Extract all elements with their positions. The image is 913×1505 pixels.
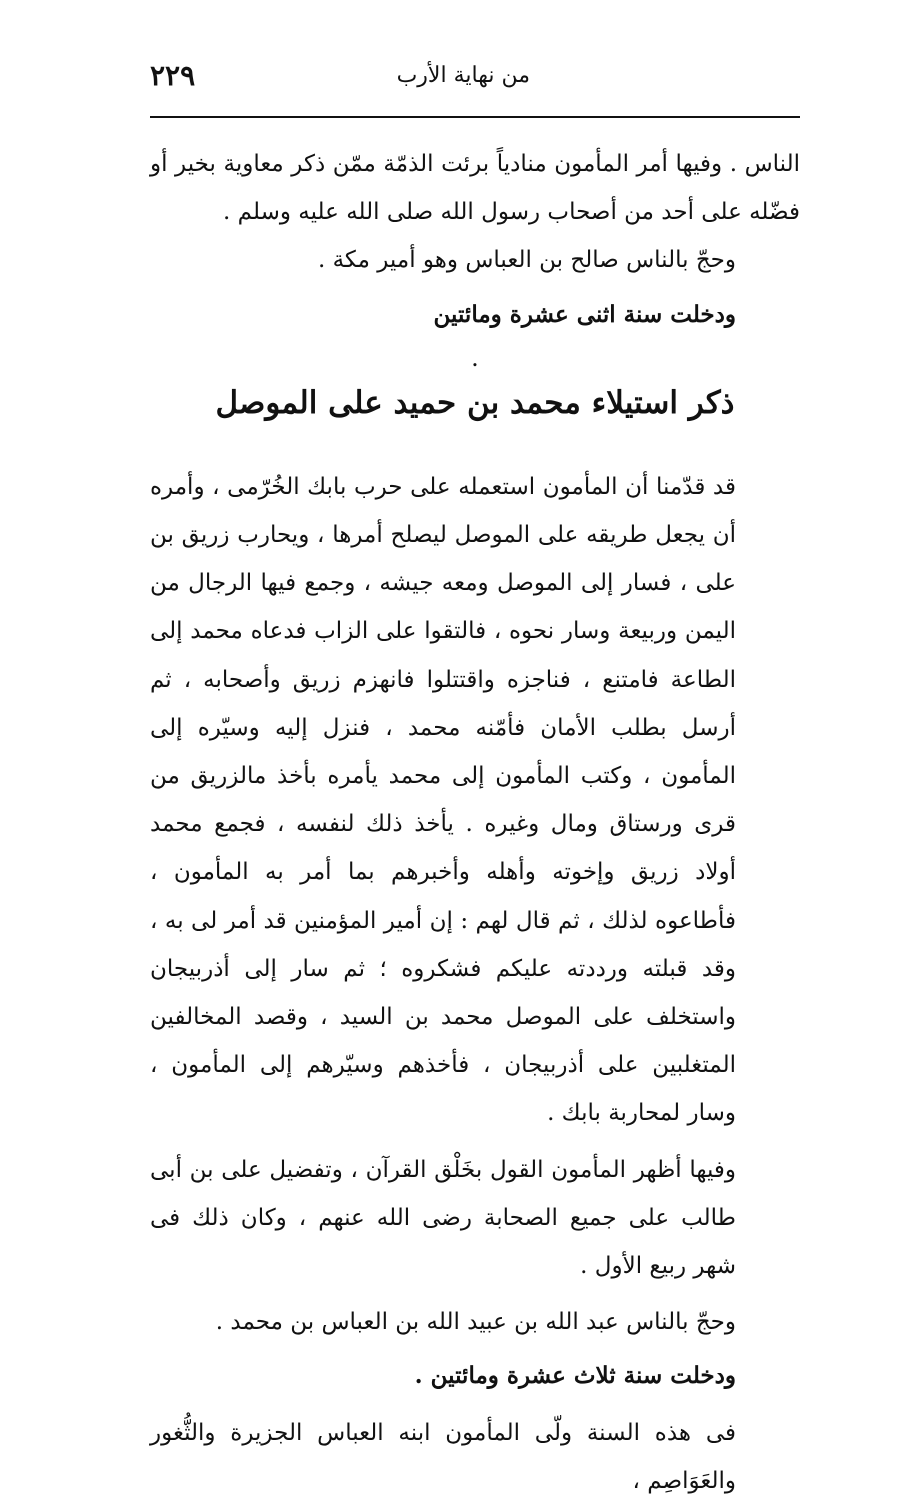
header-rule	[150, 116, 800, 118]
section-title: ذكر استيلاء محمد بن حميد على الموصل	[215, 384, 735, 421]
page-body	[150, 140, 800, 1505]
page-header	[150, 55, 800, 105]
year-heading-213: ودخلت سنة ثلاث عشرة ومائتين .	[414, 1362, 736, 1390]
paragraph-hajj-213: وحجّ بالناس عبد الله بن عبيد الله بن العباس بن محمد .	[215, 1309, 736, 1336]
paragraph-al-abbas: فى هذه السنة ولّى المأمون ابنه العباس الجزيرة والثُّغور والعَوَاصِم ،	[150, 1419, 736, 1494]
ornament-dot: .	[471, 343, 479, 372]
running-title: من نهاية الأرب	[396, 63, 530, 88]
page-number: ٢٢٩	[150, 59, 196, 92]
year-heading-212: ودخلت سنة اثنى عشرة ومائتين	[433, 300, 736, 328]
paragraph-muhammad-bin-humayd: قد قدّمنا أن المأمون استعمله على حرب بابك الخُرّمى ، وأمره أن يجعل طريقه على الموصل ليصلح أمرها ، ويحارب زريق بن على ، فسار إلى الموصل ومعه جيشه ، وجمع فيها الرجال من اليمن وربيعة وسار نحوه ، فالتقوا على الزاب فدعاه محمد إلى الطاعة فامتنع ، فناجزه واقتتلوا فانهزم زريق وأصحابه ، ثم أرسل بطلب الأمان فأمّنه محمد ، فنزل إليه وسيّره إلى المأمون ، وكتب المأمون إلى محمد يأمره بأخذ مالزريق من قرى ورستاق ومال وغيره . يأخذ ذلك لنفسه ، فجمع محمد أولاد زريق وإخوته وأهله وأخبرهم بما أمر به المأمون ، فأطاعوه لذلك ، ثم قال لهم : إن أمير المؤمنين قد أمر لى به ، وقد قبلته ورددته عليكم فشكروه ؛ ثم سار إلى أذربيجان واستخلف على الموصل محمد بن السيد ، وقصد المخالفين المتغلبين على أذربيجان ، فأخذهم وسيّرهم إلى المأمون ، وسار لمحاربة بابك .	[150, 473, 736, 1127]
paragraph-continuation: الناس . وفيها أمر المأمون منادياً برئت الذمّة ممّن ذكر معاوية بخير أو فضّله على أحد من أصحاب رسول الله صلى الله عليه وسلم .	[150, 151, 800, 226]
paragraph-khalq-al-quran: وفيها أظهر المأمون القول بخَلْق القرآن ، وتفضيل على بن أبى طالب على جميع الصحابة رضى الله عنهم ، وكان ذلك فى شهر ربيع الأول .	[150, 1156, 736, 1280]
paragraph-hajj-212: وحجّ بالناس صالح بن العباس وهو أمير مكة .	[317, 247, 736, 274]
